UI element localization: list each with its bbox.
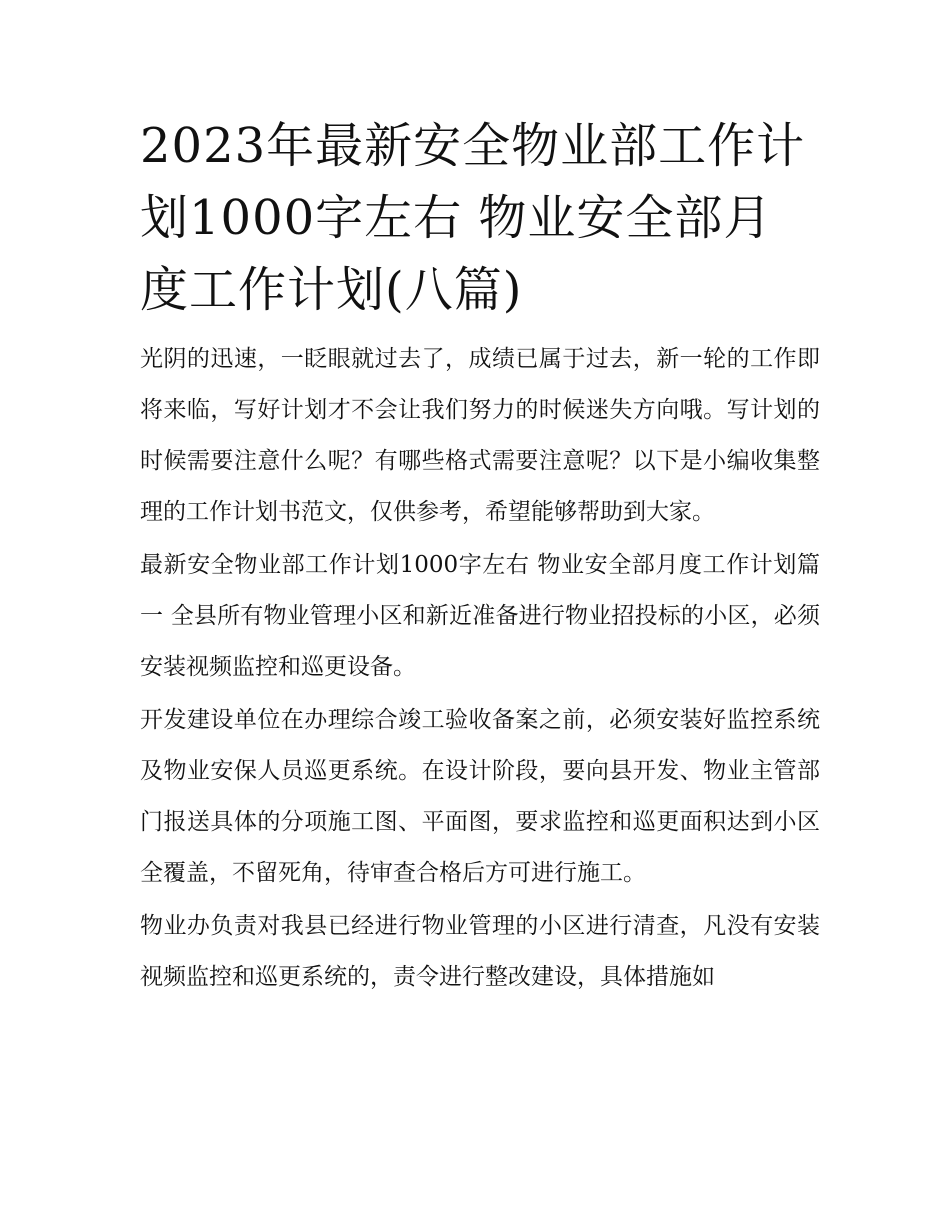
paragraph-intro: 光阴的迅速，一眨眼就过去了，成绩已属于过去，新一轮的工作即将来临，写好计划才不会让我们努力的时候迷失方向哦。写计划的时候需要注意什么呢？有哪些格式需要注意呢？以下是小编收集整理的工作计划书范文，仅供参考，希望能够帮助到大家。 [140, 346, 820, 525]
paragraph-plan-2: 开发建设单位在办理综合竣工验收备案之前，必须安装好监控系统及物业安保人员巡更系统。在设计阶段，要向县开发、物业主管部门报送具体的分项施工图、平面图，要求监控和巡更面积达到小区全覆盖，不留死角，待审查合格后方可进行施工。 [140, 707, 820, 886]
document-page [140, 110, 820, 1005]
document-title: 2023年最新安全物业部工作计划1000字左右 物业安全部月度工作计划(八篇) [140, 118, 806, 318]
paragraph-plan-1: 最新安全物业部工作计划1000字左右 物业安全部月度工作计划篇一 全县所有物业管理小区和新近准备进行物业招投标的小区，必须安装视频监控和巡更设备。 [140, 552, 820, 680]
paragraph-plan-3: 物业办负责对我县已经进行物业管理的小区进行清查，凡没有安装视频监控和巡更系统的，责令进行整改建设，具体措施如 [140, 913, 820, 990]
